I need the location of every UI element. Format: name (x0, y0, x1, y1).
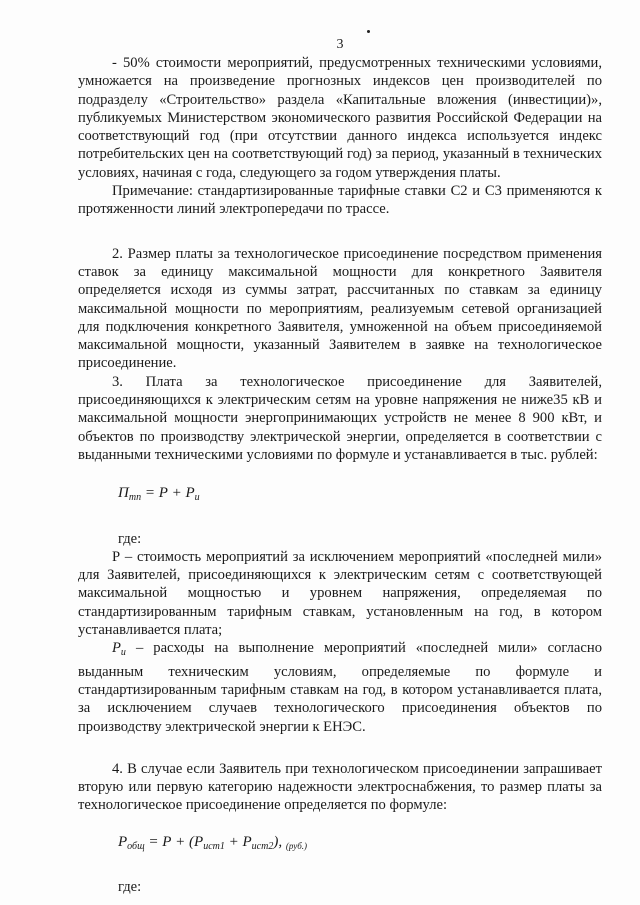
paragraph-2: 2. Размер платы за технологическое присоединение посредством применения ставок за единицу максимальной мощности для конкретного Заявителя определяется исходя из суммы затрат, рассчитанных по ставкам за единицу максимальной мощности по мероприятиям, реализуемым сетевой организацией для подключения конкретного Заявителя, умноженной на объем присоединяемой максимальной мощности, указанный Заявителем в заявке на технологическое присоединение. (78, 245, 602, 372)
formula-pobsh-sub1: ист1 (203, 840, 225, 852)
where-label-1: где: (118, 530, 142, 547)
formula-pobsh-mid: = Р + (Р (144, 833, 204, 850)
document-body (78, 54, 602, 896)
formula-pobsh-unit: (руб.) (285, 840, 307, 851)
paragraph-3: 3. Плата за технологическое присоединение для Заявителей, присоединяющихся к электрическим сетям на уровне напряжения не ниже35 кВ и максимальной мощности энергопринимающих устройств не менее 8 900 кВт, и объектов по производству электрической энергии, определяется в соответствии с выданными техническими условиями по формуле и устанавливается в тыс. рублей: (78, 373, 602, 463)
definition-p (78, 548, 602, 639)
formula-ptp-rhs-sub: и (194, 492, 200, 504)
formula-ptp-lhs-sub: тп (128, 492, 142, 504)
definition-pi-text: – расходы на выполнение мероприятий «последней мили» согласно выданным техническим условиям, определяемые по формуле и стандартизированным тарифным ставкам на год, в котором устанавливается плата, за исключением случаев технологического присоединения объектов по производству электрической энергии к ЕНЭС. (78, 640, 602, 735)
definition-pi-symbol: Р (112, 640, 121, 657)
formula-ptp-rhs: = Р + Р (144, 485, 195, 502)
formula-pobsh-lhs: Р (118, 833, 128, 850)
scan-speck (367, 30, 370, 33)
definition-p-text: Р – стоимость мероприятий за исключением мероприятий «последней мили» для Заявителей, присоединяющихся к электрическим сетям с соответствующей максимальной мощностью и уровнем напряжения, определяемая по стандартизированным тарифным ставкам, установленным на год, в котором устанавливается плата; (78, 548, 602, 639)
formula-pobsh-plus: + Р (224, 833, 252, 850)
paragraph-note: Примечание: стандартизированные тарифные ставки С2 и С3 применяются к протяженности линий электропередачи по трассе. (78, 183, 602, 218)
page-number: 3 (336, 37, 344, 52)
formula-ptp (78, 484, 602, 507)
where-label-2: где: (118, 878, 142, 895)
formula-pobsh-sub2: ист2 (251, 840, 274, 852)
paragraph-4: 4. В случае если Заявитель при технологическом присоединении запрашивает вторую или первую категорию надежности электроснабжения, то размер платы за технологическое присоединение определяется по формуле: (78, 760, 602, 814)
formula-pobsh-lhs-sub: общ (127, 840, 145, 852)
formula-pobsh-close: ), (273, 833, 283, 850)
paragraph-cost-50: - 50% стоимости мероприятий, предусмотренных техническими условиями, умножается на произведение прогнозных индексов цен производителей по подразделу «Строительство» раздела «Капитальные вложения (инвестиции)», публикуемых Министерством экономического развития Российской Федерации на соответствующий год (при отсутствии данного индекса используется индекс потребительских цен на соответствующий год) за период, указанный в технических условиях, начиная с года, следующего за годом утверждения платы. (78, 55, 602, 181)
definition-pi (78, 639, 602, 735)
formula-pobsh (78, 833, 602, 856)
definition-pi-sub: и (120, 647, 126, 659)
formula-ptp-lhs: П (118, 485, 129, 502)
